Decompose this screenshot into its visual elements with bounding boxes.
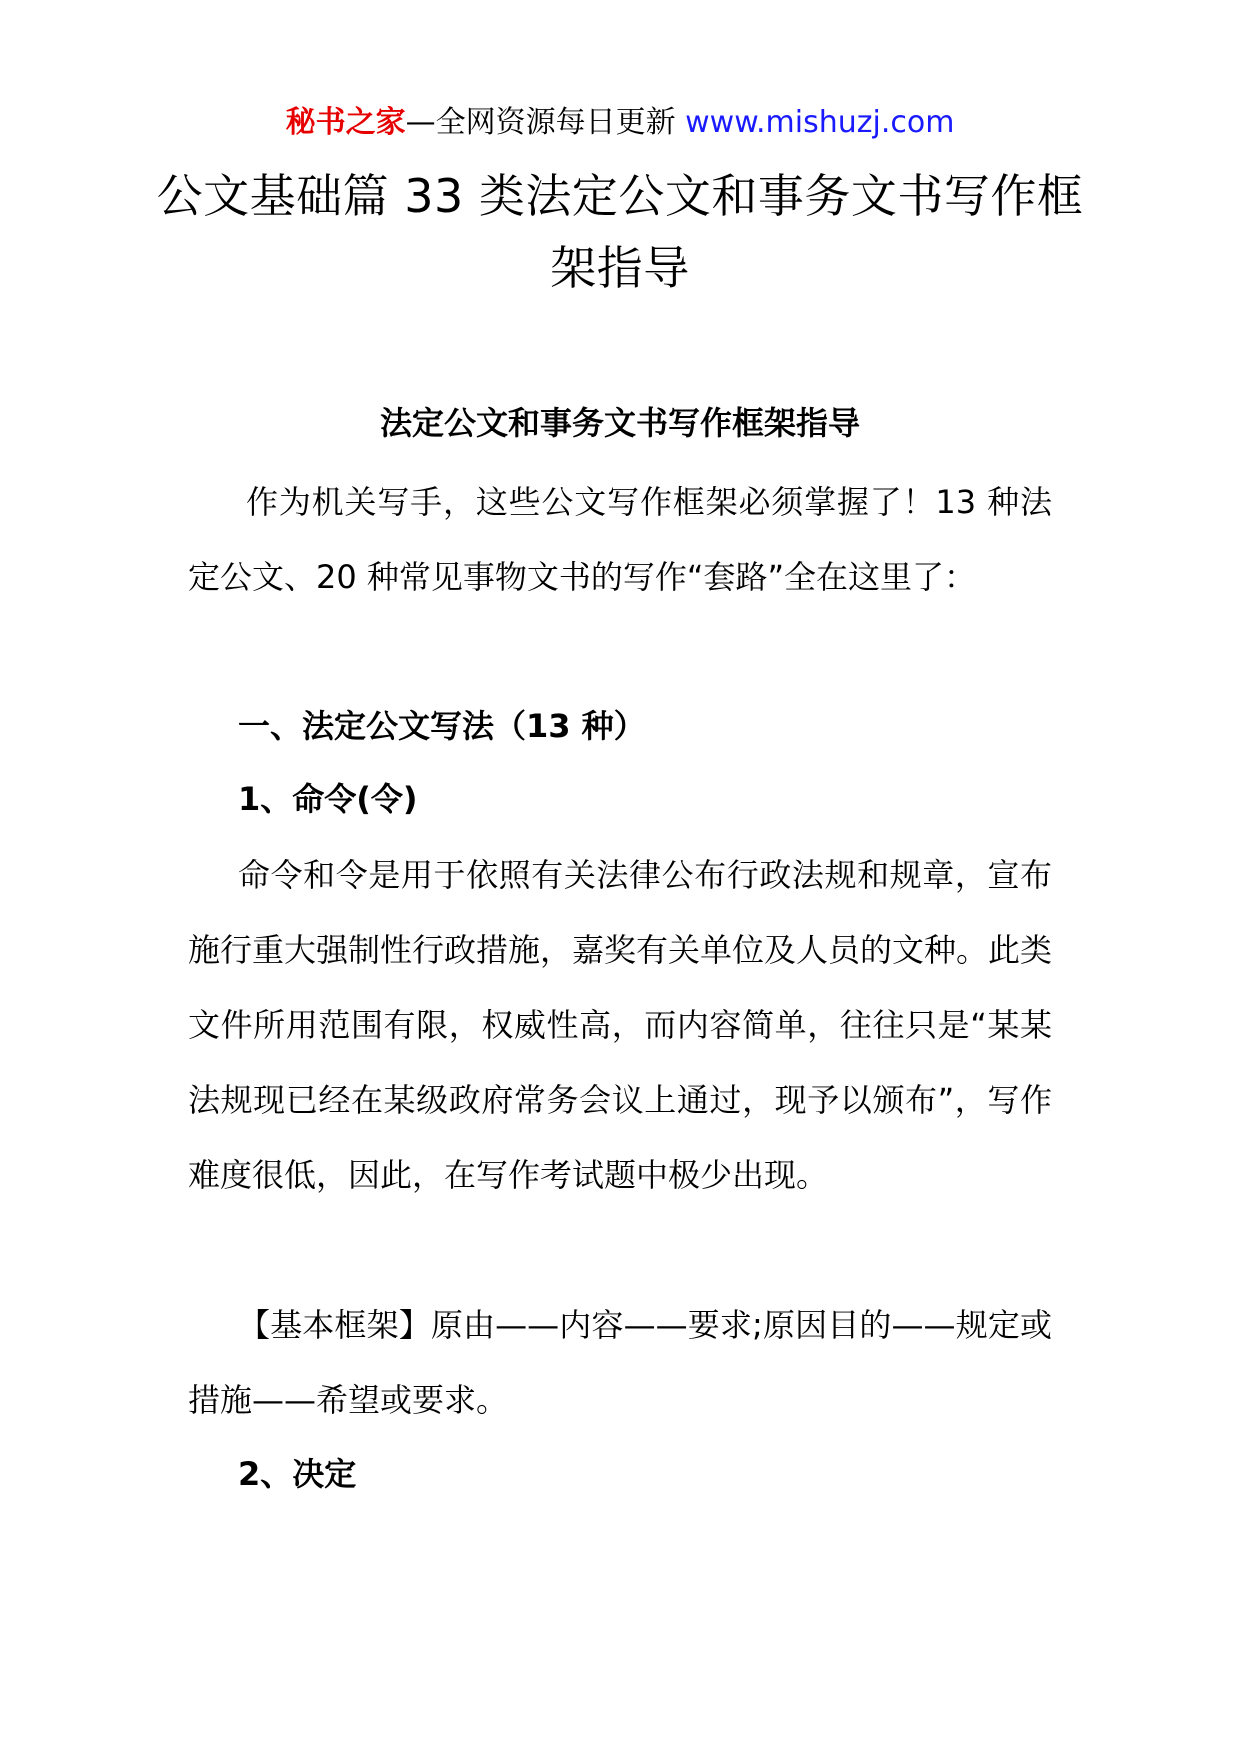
command-description-paragraph: 命令和令是用于依照有关法律公布行政法规和规章，宣布施行重大强制性行政措施，嘉奖有关单位及人员的文种。此类文件所用范围有限，权威性高，而内容简单，往往只是“某某法规现已经在某级政府常务会议上通过，现予以颁布”，写作难度很低，因此，在写作考试题中极少出现。 xyxy=(188,856,1053,1194)
document-subtitle: 法定公文和事务文书写作框架指导 xyxy=(379,404,860,442)
brand-name: 秘书之家 xyxy=(285,105,406,140)
section-heading-statutory-documents: 一、法定公文写法（13 种） xyxy=(238,707,646,745)
intro-paragraph: 作为机关写手，这些公文写作框架必须掌握了！13 种法定公文、20 种常见事物文书的写作“套路”全在这里了： xyxy=(188,483,1052,596)
site-url-link[interactable]: www.mishuzj.com xyxy=(685,105,955,140)
document-title: 公文基础篇 33 类法定公文和事务文书写作框架指导 xyxy=(156,169,1084,295)
banner-tagline: —全网资源每日更新 xyxy=(405,105,686,140)
item-heading-decision: 2、决定 xyxy=(238,1455,357,1493)
item-heading-command: 1、命令(令) xyxy=(238,780,418,818)
command-framework-paragraph: 【基本框架】原由——内容——要求;原因目的——规定或措施——希望或要求。 xyxy=(188,1306,1052,1419)
site-banner xyxy=(0,100,1240,146)
